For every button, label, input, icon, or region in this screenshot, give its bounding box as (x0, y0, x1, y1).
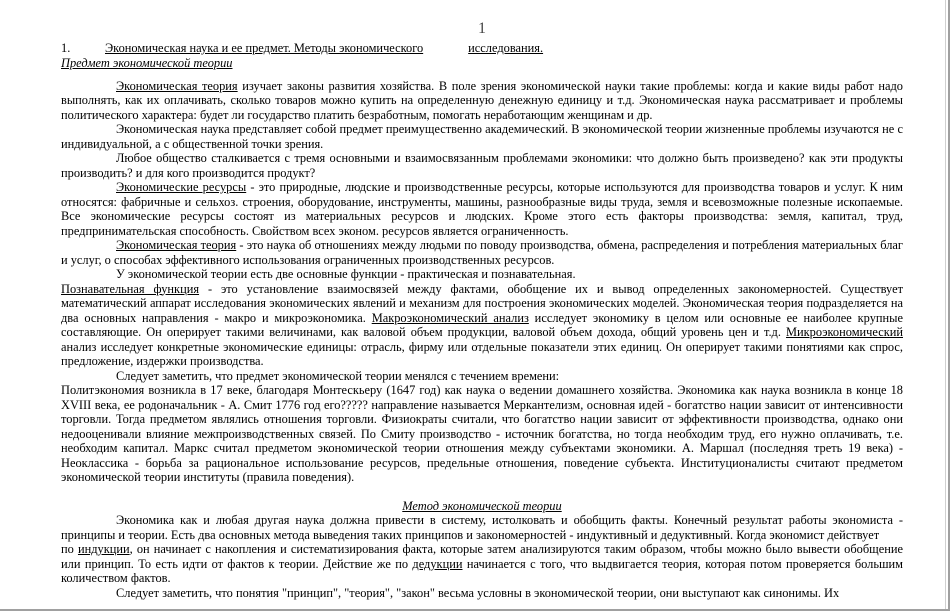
section-heading (61, 41, 903, 56)
paragraph: У экономической теории есть две основные функции - практическая и познавательная. (116, 267, 576, 281)
paragraph: Следует заметить, что предмет экономической теории менялся с течением времени: (116, 368, 560, 383)
paragraph-text: исследует экономику в целом или основные ее наиболее крупные составляющие. Он оперирует такими величинами, как валовой объем продукции, валовой объем дохода, общий уровень цен и т.д. (61, 310, 903, 339)
paragraph-text: изучает законы развития хозяйства. В поле зрения экономической науки такие проблемы: когда и какие виды работ надо выполнять, как их оплачивать, сколько товаров можно купить на определенную денежную единицу и т.д. Экономическая наука рассматривает и проблемы политического характера: будет ли государство платить безработным, помогать неработающим женщинам и др. (61, 78, 903, 122)
term: Микроэкономический (786, 325, 903, 339)
term: Экономическая теория (116, 78, 238, 93)
paragraph (61, 542, 903, 586)
term: дедукции (412, 556, 463, 571)
paragraph-text: - это наука об отношениях между людьми по поводу производства, обмена, распределения и потребления материальных благ и услуг, о способах эффективного использования ограниченных производственных ресурсов. (61, 238, 903, 267)
heading-text-part2: исследования. (468, 41, 544, 55)
term: Экономические ресурсы (116, 180, 247, 194)
paragraph: Экономика как и любая другая наука должна привести в систему, истолковать и обобщить факты. Конечный результат работы экономиста - принципы и теории. Есть два основных метода выведения таких принципов и закономерностей - индуктивный и дедуктивный. Когда экономист действует (61, 513, 903, 542)
term: Макроэкономический анализ (371, 310, 529, 325)
term: Экономическая теория (116, 238, 237, 252)
page-number: 1 (478, 20, 486, 37)
paragraph (61, 79, 903, 123)
paragraph: Экономическая наука представляет собой предмет преимущественно академический. В экономической теории жизненные проблемы изучаются не с индивидуальной, а с общественной точки зрения. (61, 122, 903, 151)
term: Познавательная функция (61, 281, 200, 296)
paragraph-text: - это установление взаимосвязей между фактами, обобщение их и вывод определенных закономерностей. Существует математический аппарат исследования экономических явлений и механизм для построения экономических моделей. Экономическая теория подразделяется на два основных направления - макро и микроэкономика. (61, 281, 903, 325)
term: индукции (77, 542, 130, 556)
paragraph (61, 282, 903, 369)
document-page (61, 20, 903, 600)
window-border (945, 0, 946, 611)
method-heading-text: Метод экономической теории (402, 498, 562, 513)
method-heading (61, 499, 903, 514)
paragraph: Следует заметить, что понятия "принцип", "теория", "закон" весьма условны в экономической теории, они выступают как синонимы. Их (116, 585, 840, 600)
paragraph: Политэкономия возникла в 17 веке, благодаря Монтескьеру (1647 год) как наука о ведении домашнего хозяйства. Экономика как наука возникла в конце 18 XVIII века, ее родоначальник - А. Смит 1776 год его????? направление называется Меркантелизм, основная идей - богатство нации зависит от интенсивности торговли. Тогда предметом являлись отношения торговли. Физиократы считали, что богатство нации зависит от эффективности производства, однако они недооценивали влияние межпроизводственных связей. По Смиту производство - источник богатства, но тогда необходим труд, его нужно оплачивать, т.е. необходим капитал. Маркс считал предметом экономической теории отношения между субъектами экономики. А. Маршал (последняя треть 19 века) - Неоклассика - борьба за рациональное использование ресурсов, предельные отношения, поведение субъекта. Институционалисты считают предметом экономической теории институты (правила поведения). (61, 383, 903, 484)
paragraph (61, 180, 903, 238)
paragraph-text: начинается с того, что выдвигается теория, которая потом проверяется большим количеством фактов. (61, 556, 904, 585)
paragraph-text: , он начинает с накопления и систематизирования факта, которые затем анализируются таким образом, чтобы можно было вывести обобщение или принцип. То есть идти от фактов к теории. Действие же по (61, 542, 903, 571)
paragraph-text: по (61, 542, 78, 556)
heading-text-part1: Экономическая наука и ее предмет. Методы экономического (105, 41, 424, 55)
heading-number: 1. (61, 41, 71, 55)
subheading: Предмет экономической теории (61, 56, 233, 70)
paragraph-text: анализ исследует конкретные экономические единицы: отрасль, фирму или отдельные показатели этих единиц. Он оперирует такими понятиями как спрос, предложение, издержки производства. (61, 339, 903, 368)
paragraph: Любое общество сталкивается с тремя основными и взаимосвязанным проблемами экономики: что должно быть произведено? как эти продукты производить? и для кого производится продукт? (61, 151, 903, 180)
paragraph-text: - это природные, людские и производственные ресурсы, которые используются для производства товаров и услуг. К ним относятся: фабричные и сельхоз. строения, оборудование, инструменты, машины, разнообразные виды труда, земля и всевозможные полезные ископаемые. Все экономические ресурсы состоят из материальных ресурсов и людских. Кроме этого есть факторы производства: земля, капитал, труд, предпринимательская способность. Свойством всех эконом. ресурсов является ограниченность. (61, 180, 903, 238)
paragraph (61, 238, 903, 267)
